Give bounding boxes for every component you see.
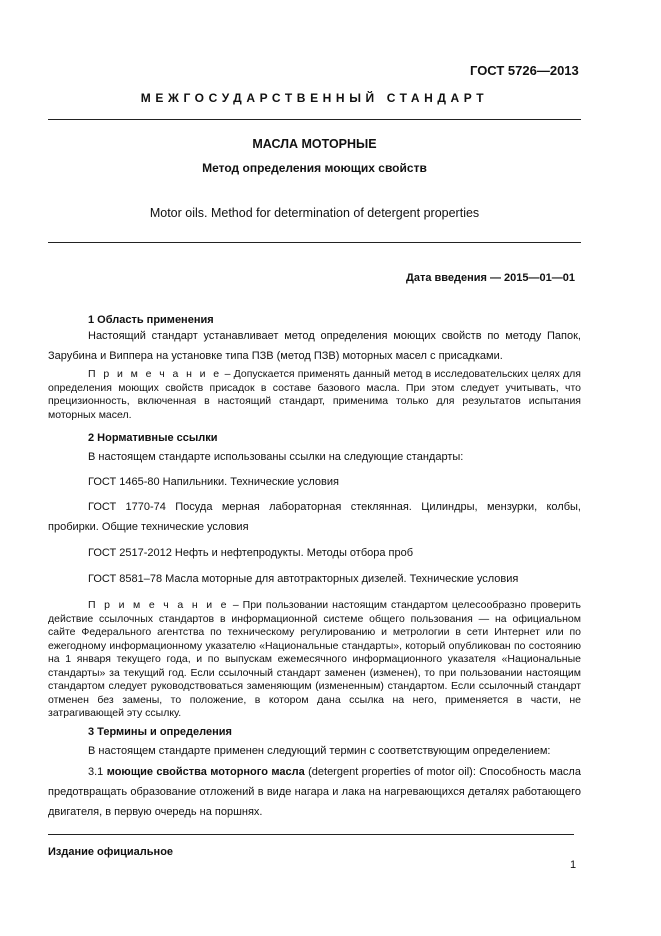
term-definition-text: (detergent properties of motor oil): Способность масла предотвращать образование отложений в виде нагара и лака на нагревающихся деталях работающего двигателя, в первую очередь на поршнях.	[48, 766, 581, 818]
note-label: П р и м е ч а н и е	[88, 368, 222, 380]
footer-divider	[48, 834, 574, 835]
note-text: – При пользовании настоящим стандартом целесообразно проверить действие ссылочных стандартов в информационной системе общего пользования — на официальном сайте Федерального агентства по техническому регулированию и метрологии в сети Интернет или по ежегодному информационному указателю «Национальные стандарты», который опубликован по состоянию на 1 января текущего года, и по выпускам ежемесячного информационного указателя «Национальные стандарты» за текущий год. Если ссылочный стандарт заменен (изменен), то при пользовании настоящим стандартом следует руководствоваться заменяющим (измененным) стандартом. Если ссылочный стандарт отменен без замены, то положение, в котором дана ссылка на него, применяется в части, не затрагивающей эту ссылку.	[48, 599, 581, 719]
reference-item: ГОСТ 2517-2012 Нефть и нефтепродукты. Методы отбора проб	[88, 547, 414, 559]
edition-label: Издание официальное	[48, 846, 174, 858]
standard-code: ГОСТ 5726—2013	[470, 63, 579, 78]
section-2-note	[48, 599, 581, 721]
section-3-heading: 3 Термины и определения	[88, 726, 232, 738]
introduction-date: Дата введения — 2015—01—01	[406, 272, 575, 284]
note-text: – Допускается применять данный метод в исследовательских целях для определения моющих свойств присадок в составе базового масла. При этом следует учитывать, что прецизионность, включенная в настоящий стандарт, применима только для результатов испытания моторных масел.	[48, 368, 581, 421]
document-title: МАСЛА МОТОРНЫЕ	[252, 137, 377, 151]
standard-type-heading: МЕЖГОСУДАРСТВЕННЫЙ СТАНДАРТ	[140, 91, 489, 105]
reference-item: ГОСТ 1465-80 Напильники. Технические условия	[88, 476, 339, 488]
section-1-note	[48, 368, 581, 422]
header-divider	[48, 119, 581, 120]
section-3-intro: В настоящем стандарте применен следующий термин с соответствующим определением:	[88, 745, 551, 757]
reference-item: ГОСТ 8581–78 Масла моторные для автотракторных дизелей. Технические условия	[88, 573, 519, 585]
section-2-intro: В настоящем стандарте использованы ссылки на следующие стандарты:	[88, 451, 464, 463]
section-2-heading: 2 Нормативные ссылки	[88, 432, 218, 444]
reference-item: ГОСТ 1770-74 Посуда мерная лабораторная стеклянная. Цилиндры, мензурки, колбы, пробирки. Общие технические условия	[48, 501, 581, 533]
title-divider	[48, 242, 581, 243]
term: моющие свойства моторного масла	[106, 766, 305, 778]
term-definition	[48, 762, 581, 822]
note-label: П р и м е ч а н и е	[88, 599, 229, 611]
section-1-paragraph: Настоящий стандарт устанавливает метод определения моющих свойств по методу Папок, Зарубина и Виппера на установке типа ПЗВ (метод ПЗВ) моторных масел с присадками.	[48, 330, 581, 362]
english-title: Motor oils. Method for determination of detergent properties	[149, 206, 480, 220]
page-number: 1	[570, 859, 577, 871]
document-subtitle: Метод определения моющих свойств	[202, 161, 427, 175]
section-1-heading: 1 Область применения	[88, 314, 214, 326]
term-number: 3.1	[88, 766, 107, 778]
